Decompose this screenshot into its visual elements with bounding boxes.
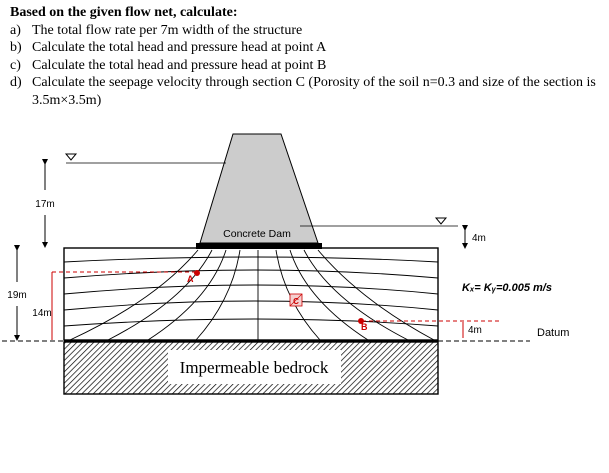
upstream-water-symbol <box>66 154 76 160</box>
question-a-text: The total flow rate per 7m width of the structure <box>32 22 303 38</box>
question-c-label: c) <box>10 57 21 73</box>
downstream-water-symbol <box>436 218 446 224</box>
dim-17m-label: 17m <box>35 199 55 210</box>
datum-label: Datum <box>537 327 570 339</box>
question-b-text: Calculate the total head and pressure head at point A <box>32 40 327 55</box>
point-b-label: B <box>361 322 368 332</box>
section-c-label: C <box>293 297 299 306</box>
question-c-text: Calculate the total head and pressure head at point B <box>32 57 327 73</box>
concrete-dam <box>200 134 318 243</box>
question-d-text: Calculate the seepage velocity through section C (Porosity of the soil n=0.3 and size of the section is 3.5m×3.5m) <box>32 75 596 108</box>
question-heading: Based on the given flow net, calculate: <box>10 5 238 20</box>
dam-label: Concrete Dam <box>223 228 291 240</box>
dim-14m-label: 14m <box>32 308 52 319</box>
point-a-marker <box>194 270 200 276</box>
flow-lines <box>64 257 438 326</box>
point-a-label: A <box>187 274 194 284</box>
question-d-label: d) <box>10 75 22 90</box>
question-a-label: a) <box>10 22 21 38</box>
dim-4m-downstream-label: 4m <box>472 233 486 244</box>
dim-4m-b-label: 4m <box>468 325 482 336</box>
permeability-label: Kₓ= Kᵧ=0.005 m/s <box>462 282 552 294</box>
equipotential-lines <box>70 250 434 340</box>
dim-19m-label: 19m <box>7 290 27 301</box>
bedrock-label: Impermeable bedrock <box>179 358 329 377</box>
soil-outline <box>64 248 438 340</box>
question-b-label: b) <box>10 40 22 55</box>
dam-base <box>196 243 322 249</box>
